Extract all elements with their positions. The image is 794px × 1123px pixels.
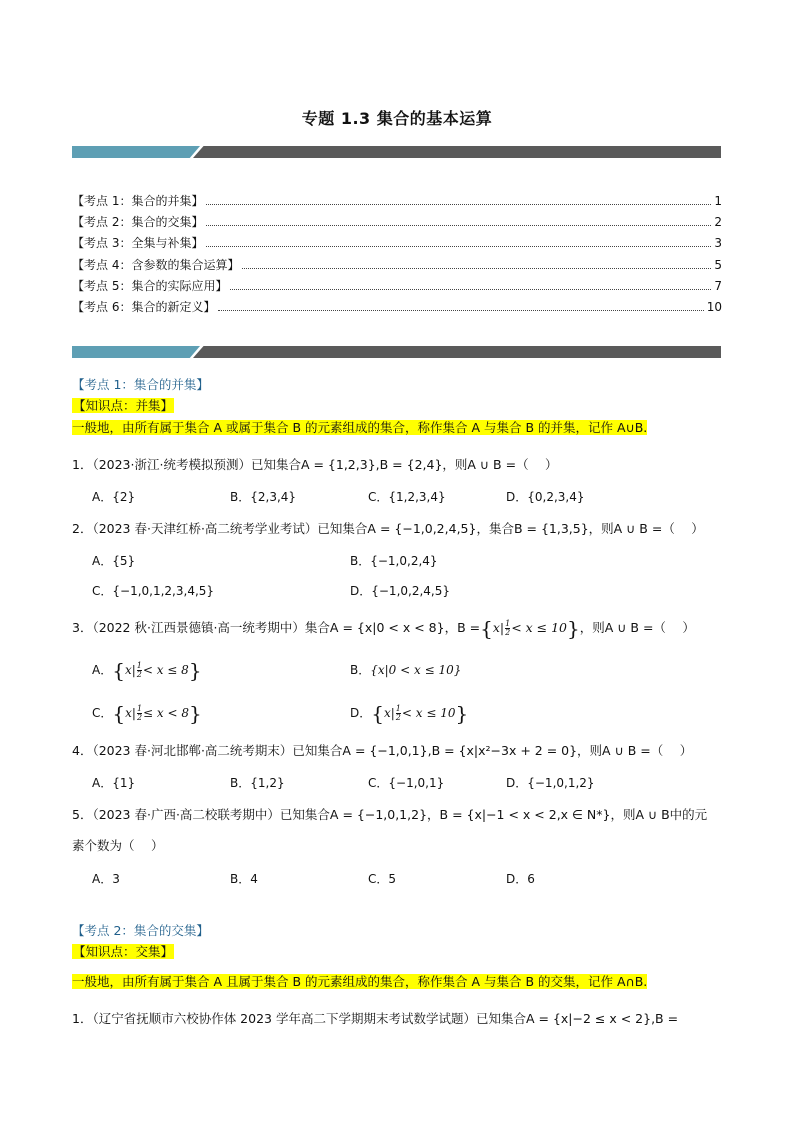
question-stem: 1．（2023·浙江·统考模拟预测）已知集合A = {1,2,3},B = {2,4}，则A ∪ B =（ ）	[72, 457, 558, 472]
option-a[interactable]: A．{1}	[92, 776, 136, 790]
definition-text: 一般地，由所有属于集合 A 且属于集合 B 的元素组成的集合，称作集合 A 与集合 B 的交集，记作 A∩B.	[72, 974, 648, 989]
option-a[interactable]: A．{x| $\frac{1}{2}$ < x ≤ 8}	[92, 658, 202, 683]
question-3-options-row1	[72, 659, 732, 682]
table-of-contents	[72, 192, 722, 319]
question-2-options-row1	[72, 550, 732, 572]
title-divider-bar	[72, 146, 721, 158]
toc-item[interactable]: 【考点 3：全集与补集】 3	[72, 236, 722, 251]
question-stem-line2: 素个数为（ ）	[72, 838, 164, 853]
page-title: 专题 1.3 集合的基本运算	[301, 109, 493, 128]
question-3-options-row2	[72, 702, 732, 725]
question-5-options	[72, 868, 732, 890]
question-4	[72, 740, 732, 762]
question-2-1	[72, 1008, 732, 1030]
option-c[interactable]: C．{1,2,3,4}	[368, 490, 446, 504]
knowledge-label: 【知识点：交集】	[73, 944, 174, 959]
option-d[interactable]: D．{x| $\frac{1}{2}$ < x ≤ 10}	[350, 701, 469, 726]
knowledge-label: 【知识点：并集】	[73, 398, 174, 413]
question-stem: 2．（2023 春·天津红桥·高二统考学业考试）已知集合A = {−1,0,2,4,5}，集合B = {1,3,5}，则A ∪ B =（ ）	[72, 521, 704, 536]
option-b[interactable]: B．{2,3,4}	[230, 490, 297, 504]
question-2	[72, 518, 732, 540]
section-heading: 【考点 2：集合的交集】	[72, 923, 209, 938]
question-stem: 4．（2023 春·河北邯郸·高二统考期末）已知集合A = {−1,0,1},B = {x|x²−3x + 2 = 0}，则A ∪ B =（ ）	[72, 743, 693, 758]
section-divider-bar	[72, 346, 721, 358]
option-c[interactable]: C．5	[368, 872, 397, 886]
question-1-options	[72, 486, 732, 508]
toc-item[interactable]: 【考点 1：集合的并集】 1	[72, 194, 722, 208]
toc-item[interactable]: 【考点 6：集合的新定义】 10	[72, 299, 722, 314]
option-c[interactable]: C．{−1,0,1}	[368, 776, 445, 790]
question-2-options-row2	[72, 580, 732, 602]
question-stem-line1: 5．（2023 春·广西·高二校联考期中）已知集合A = {−1,0,1,2}，B = {x|−1 < x < 2,x ∈ N*}，则A ∪ B中的元	[72, 807, 708, 822]
option-c[interactable]: C．{x| $\frac{1}{2}$ ≤ x < 8}	[92, 701, 202, 726]
question-5	[72, 804, 732, 857]
toc-item[interactable]: 【考点 5：集合的实际应用】 7	[72, 278, 722, 293]
question-stem: 1．（辽宁省抚顺市六校协作体 2023 学年高二下学期期末考试数学试题）已知集合A = {x|−2 ≤ x < 2},B =	[72, 1011, 679, 1026]
option-a[interactable]: A．{2}	[92, 490, 136, 504]
option-a[interactable]: A．{5}	[92, 554, 136, 568]
section-union	[72, 374, 732, 438]
option-b[interactable]: B．{1,2}	[230, 776, 285, 790]
option-d[interactable]: D．{0,2,3,4}	[506, 490, 585, 504]
option-c[interactable]: C．{−1,0,1,2,3,4,5}	[92, 584, 215, 598]
section-heading: 【考点 1：集合的并集】	[72, 377, 209, 392]
option-b[interactable]: B．4	[230, 872, 258, 886]
toc-item[interactable]: 【考点 4：含参数的集合运算】 5	[72, 257, 722, 272]
option-d[interactable]: D．6	[506, 872, 535, 886]
section-intersection	[72, 920, 732, 992]
option-b[interactable]: B．{x|0 < x ≤ 10}	[350, 663, 462, 677]
toc-item[interactable]: 【考点 2：集合的交集】 2	[72, 215, 722, 230]
question-1	[72, 454, 732, 476]
definition-text: 一般地，由所有属于集合 A 或属于集合 B 的元素组成的集合，称作集合 A 与集合 B 的并集，记作 A∪B.	[72, 420, 648, 435]
option-d[interactable]: D．{−1,0,1,2}	[506, 776, 595, 790]
question-3	[72, 617, 732, 640]
question-4-options	[72, 772, 732, 794]
option-a[interactable]: A．3	[92, 872, 120, 886]
option-d[interactable]: D．{−1,0,2,4,5}	[350, 584, 450, 598]
option-b[interactable]: B．{−1,0,2,4}	[350, 554, 438, 568]
question-stem: 3．（2022 秋·江西景德镇·高一统考期中）集合A = {x|0 < x < 8}，B ={x| $\frac{1}{2}$ < x ≤ 10}，则A ∪ B =（ ）	[72, 616, 695, 641]
